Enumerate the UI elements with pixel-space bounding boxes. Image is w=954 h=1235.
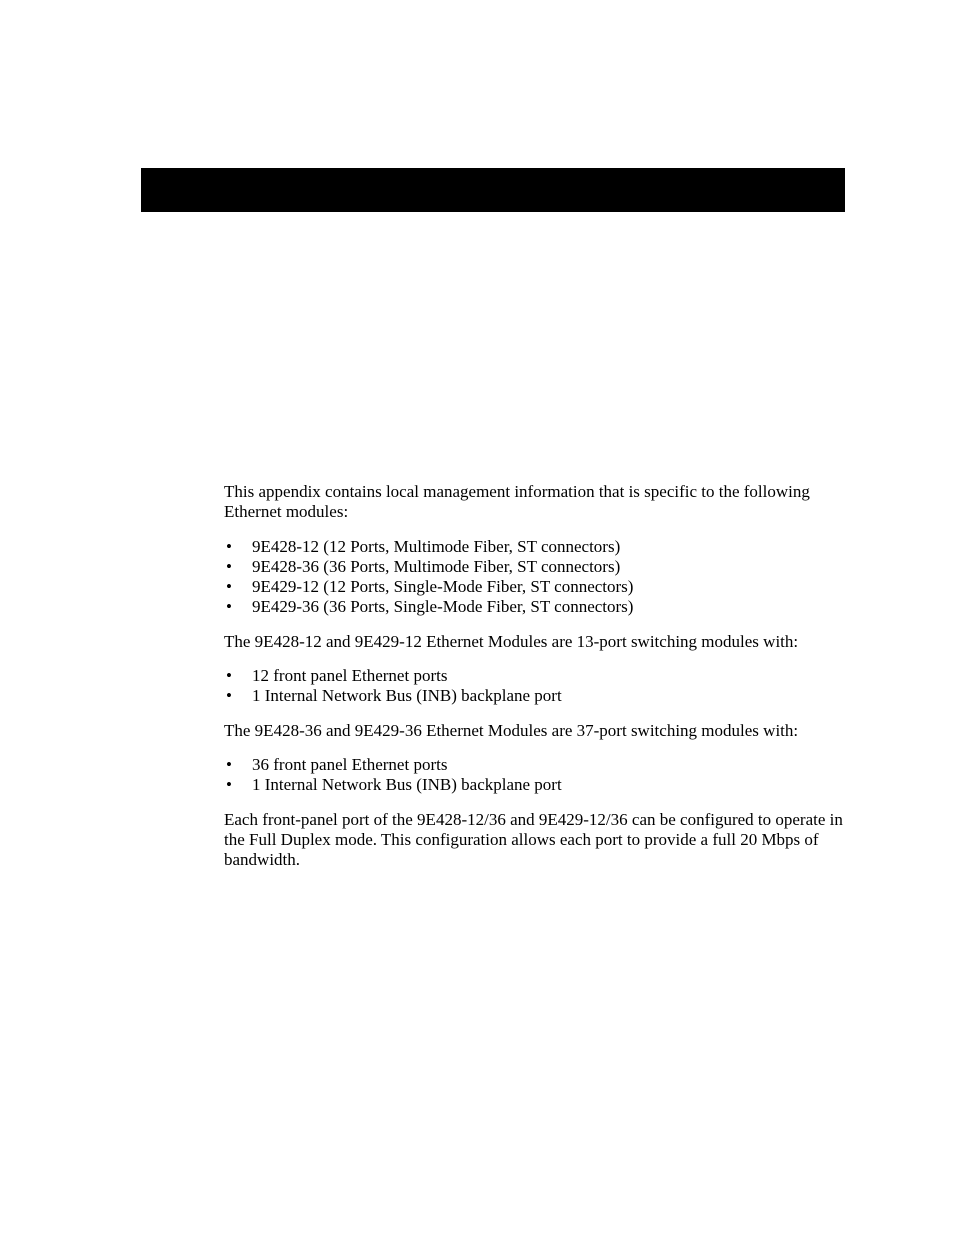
- paragraph-full-duplex: Each front-panel port of the 9E428-12/36 and 9E429-12/36 can be configured to operate in the Full Duplex mode. This configuration allows each port to provide a full 20 Mbps of bandwidth.: [224, 809, 843, 870]
- appendix-body: [224, 482, 846, 870]
- bullet-icon: •: [226, 536, 232, 556]
- list-item: • 9E428-36 (36 Ports, Multimode Fiber, ST connectors): [226, 556, 621, 576]
- bullet-icon: •: [226, 754, 232, 774]
- list-item: • 1 Internal Network Bus (INB) backplane port: [226, 686, 562, 706]
- intro-paragraph: This appendix contains local management information that is specific to the following Ethernet modules:: [224, 482, 810, 522]
- list-item: • 9E429-12 (12 Ports, Single-Mode Fiber, ST connectors): [226, 577, 634, 597]
- bullet-icon: •: [226, 556, 232, 576]
- bullet-icon: •: [226, 577, 232, 597]
- bullet-icon: •: [226, 666, 232, 686]
- list-item: • 36 front panel Ethernet ports: [226, 754, 448, 774]
- list-item: • 12 front panel Ethernet ports: [226, 666, 448, 686]
- list-item: • 9E429-36 (36 Ports, Single-Mode Fiber, ST connectors): [226, 597, 634, 617]
- paragraph-37-port: The 9E428-36 and 9E429-36 Ethernet Modules are 37-port switching modules with:: [224, 720, 799, 740]
- port-list-13: [224, 666, 846, 707]
- bullet-icon: •: [226, 775, 232, 795]
- list-item: • 9E428-12 (12 Ports, Multimode Fiber, ST connectors): [226, 536, 621, 556]
- chapter-header-bar: [141, 168, 845, 212]
- paragraph-13-port: The 9E428-12 and 9E429-12 Ethernet Modules are 13-port switching modules with:: [224, 631, 799, 651]
- module-list: [224, 537, 846, 618]
- bullet-icon: •: [226, 686, 232, 706]
- bullet-icon: •: [226, 597, 232, 617]
- list-item: • 1 Internal Network Bus (INB) backplane port: [226, 775, 562, 795]
- port-list-37: [224, 755, 846, 796]
